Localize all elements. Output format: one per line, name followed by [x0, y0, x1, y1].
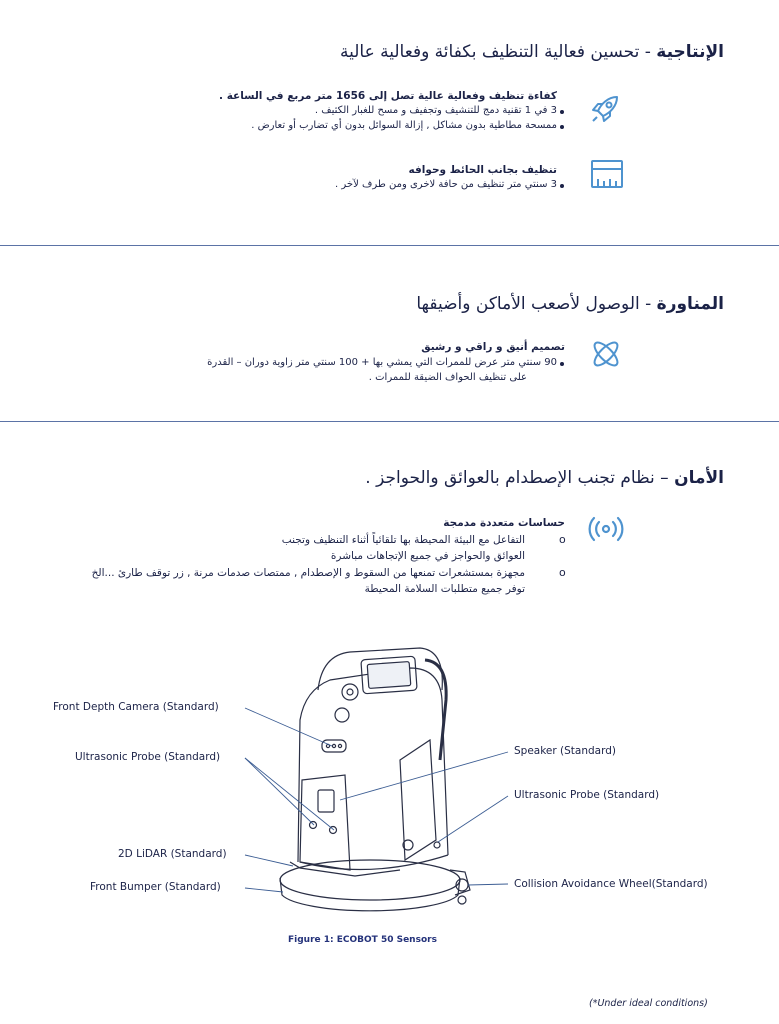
productivity-bullet-3: 3 سنتي متر تنظيف من حافة لاخرى ومن طرف لآخر . [335, 179, 557, 190]
footnote: (*Under ideal conditions) [589, 998, 708, 1009]
list-marker: o [559, 533, 566, 546]
ruler-icon [590, 158, 624, 190]
bullet-dot [560, 125, 564, 129]
label-ultrasonic-probe-left: Ultrasonic Probe (Standard) [75, 751, 221, 763]
safety-item-1-line-1: التفاعل مع البيئة المحيطة بها تلقائياً أثناء التنظيف وتجنب [281, 534, 525, 546]
safety-heading: الأمان – نظام تجنب الإصطدام بالعوائق والحواجز . [365, 468, 724, 488]
atom-icon [588, 336, 624, 372]
list-marker: o [559, 566, 566, 579]
bullet-dot [560, 362, 564, 366]
figure-caption: Figure 1: ECOBOT 50 Sensors [288, 935, 437, 945]
productivity-bullet-2: ممسحة مطاطية بدون مشاكل , إزالة السوائل بدون أي تضارب أو تعارض . [251, 120, 557, 131]
section-divider [0, 421, 779, 422]
label-front-depth-camera: Front Depth Camera (Standard) [53, 701, 219, 713]
productivity-bullet-1: 3 في 1 تقنية دمج للتنشيف وتجفيف و مسح للغبار الكثيف . [314, 105, 557, 116]
productivity-sub-efficiency: كفاءة تنظيف وفعالية عالية تصل إلى 1656 متر مربع في الساعة . [219, 90, 557, 102]
leader-lines [0, 690, 779, 910]
label-ultrasonic-probe-right: Ultrasonic Probe (Standard) [514, 789, 660, 801]
maneuver-heading: المناورة - الوصول لأصعب الأماكن وأضيقها [416, 294, 724, 314]
label-speaker: Speaker (Standard) [514, 745, 617, 757]
productivity-heading: الإنتاجية - تحسين فعالية التنظيف بكفائة وفعالية عالية [339, 42, 724, 62]
maneuver-bullet-line-2: على تنظيف الحواف الضيقة للممرات . [368, 372, 527, 383]
safety-item-2-line-1: مجهزة بمستشعرات تمنعها من السقوط و الإصطدام , ممتصات صدمات مرنة , زر توقف طارئ ...الخ [91, 567, 525, 579]
safety-item-2-line-2: توفر جميع متطلبات السلامة المحيطة [364, 583, 525, 595]
label-front-bumper: Front Bumper (Standard) [90, 881, 221, 893]
rocket-icon [588, 92, 622, 126]
safety-item-1-line-2: العوائق والحواجز في جميع الإتجاهات مباشرة [330, 550, 525, 562]
label-collision-avoidance-wheel: Collision Avoidance Wheel(Standard) [514, 878, 708, 890]
bullet-dot [560, 184, 564, 188]
maneuver-bullet-line-1: 90 سنتي متر عرض للممرات التي يمشي بها + 100 سنتي متر زاوية دوران – القدرة [207, 357, 557, 368]
maneuver-sub-design: تصميم أنيق و راقي و رشيق [421, 341, 565, 353]
section-divider [0, 245, 779, 246]
safety-sub-sensors: حساسات متعددة مدمجة [443, 517, 565, 529]
productivity-sub-wall-edge: تنظيف بجانب الحائط وحوافه [408, 164, 557, 176]
label-2d-lidar: 2D LiDAR (Standard) [118, 848, 227, 860]
sensor-waves-icon [588, 514, 624, 544]
bullet-dot [560, 110, 564, 114]
